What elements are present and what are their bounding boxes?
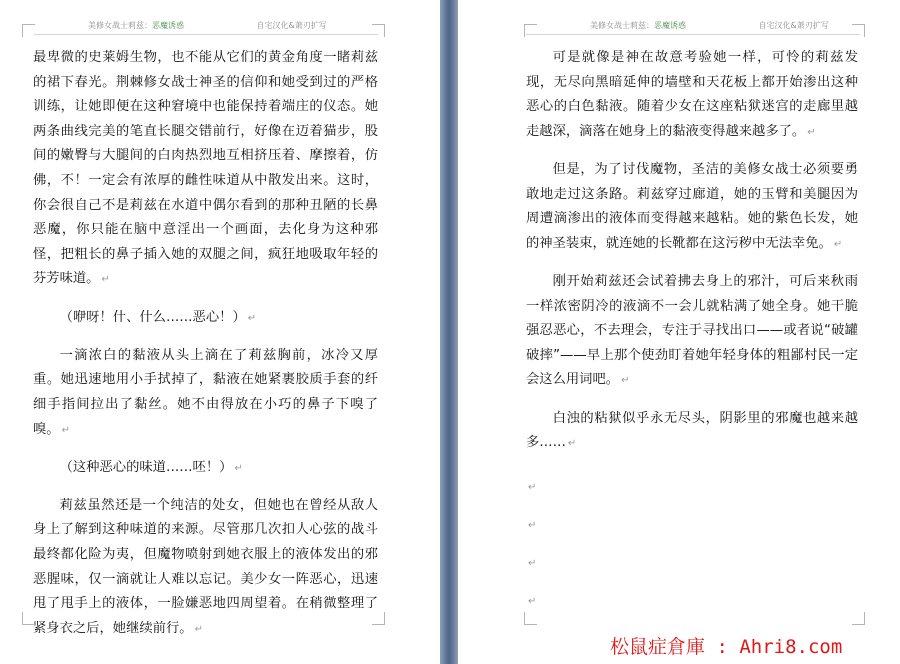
corner-mark-bottom-right xyxy=(372,612,385,625)
paragraph-mark-icon: ↵ xyxy=(807,126,816,138)
paragraph: （咿呀！什、什么……恶心！） ↵ xyxy=(59,309,257,325)
empty-paragraph: ↵ xyxy=(528,520,537,532)
corner-mark-top-left xyxy=(524,24,537,37)
paragraph: 白浊的粘狱似乎永无尽头，阴影里的邪魔也越来越多…… ↵ xyxy=(526,410,858,451)
header-right: 自宅汉化&萧刃扩写 xyxy=(256,21,327,30)
empty-paragraph: ↵ xyxy=(528,558,537,570)
paragraph-mark-icon: ↵ xyxy=(234,462,243,474)
paragraph-mark-icon: ↵ xyxy=(194,623,203,635)
site-watermark: 松鼠症倉庫 : Ahri8.com xyxy=(610,636,843,658)
paragraph: （这种恶心的味道……呸！） ↵ xyxy=(59,459,243,475)
paragraph-mark-icon: ↵ xyxy=(101,274,110,286)
empty-paragraph: ↵ xyxy=(528,482,537,494)
corner-mark-top-right xyxy=(372,24,385,37)
header-left: 美修女战士莉兹： xyxy=(88,21,152,30)
header-highlight: 恶魔诱惑 xyxy=(654,21,686,30)
header-left: 美修女战士莉兹： xyxy=(590,21,654,30)
header-rule xyxy=(34,34,378,35)
left-page-body xyxy=(33,46,378,655)
corner-mark-top-right xyxy=(852,24,865,37)
page-header xyxy=(590,20,829,34)
paragraph: 最卑微的史莱姆生物，也不能从它们的黄金角度一睹莉兹的裙下春光。荆棘修女战士神圣的信仰和她受到过的严格训练，让她即便在这种窘境中也能保持着端庄的仪态。她两条曲线完美的笔直长腿交错前行，好像在迈着猫步，股间的嫩臀与大腿间的白肉热烈地互相挤压着、摩擦着，仿佛，不！一定会有浓厚的雌性味道从中散发出来。这时，你会很自己不是莉兹在水道中偶尔看到的那种丑陋的长鼻恶魔，你只能在脑中意淫出一个画面，去化身为这种邪怪，把粗长的鼻子插入她的双腿之间，疯狂地吸取年轻的芬芳味道。 ↵ xyxy=(33,50,378,287)
corner-mark-bottom-right xyxy=(852,612,865,625)
empty-paragraph: ↵ xyxy=(528,596,537,608)
paragraph-mark-icon: ↵ xyxy=(567,438,577,450)
header-right: 自宅汉化&萧刃扩写 xyxy=(758,21,829,30)
right-page-body xyxy=(526,46,858,621)
paragraph: 可是就像是神在故意考验她一样，可怜的莉兹发现，无尽向黑暗延伸的墙壁和天花板上都开始渗出这种恶心的白色黏液。随着少女在这座粘狱迷宫的走廊里越走越深，滴落在她身上的黏液变得越来越多了。 ↵ xyxy=(526,50,858,139)
page-header xyxy=(88,20,327,34)
left-page xyxy=(0,0,440,664)
corner-mark-top-left xyxy=(22,24,35,37)
paragraph: 但是，为了讨伐魔物，圣洁的美修女战士必须要勇敢地走过这条路。莉兹穿过廊道，她的玉臂和美腿因为周遭滴渗出的液体而变得越来越粘。她的紫色长发，她的神圣装束，就连她的长靴都在这污秽中无法幸免。 ↵ xyxy=(526,161,858,251)
page-gap xyxy=(440,0,458,664)
right-page xyxy=(458,0,900,664)
paragraph-mark-icon: ↵ xyxy=(621,375,630,387)
corner-mark-bottom-left xyxy=(22,612,35,625)
paragraph-mark-icon: ↵ xyxy=(247,312,257,324)
paragraph-mark-icon: ↵ xyxy=(61,424,70,436)
paragraph: 莉兹虽然还是一个纯洁的处女，但她也在曾经从敌人身上了解到这种味道的来源。尽管那几次扣人心弦的战斗最终都化险为夷，但魔物喷射到她衣服上的液体发出的邪恶腥味，仅一滴就让人难以忘记。美少女一阵恶心，迅速甩了甩手上的液体，一脸嫌恶地四周望着。在稍微整理了紧身衣之后，她继续前行。 ↵ xyxy=(33,497,378,636)
header-highlight: 恶魔诱惑 xyxy=(152,21,184,30)
paragraph: 刚开始莉兹还会试着拂去身上的邪汁，可后来秋雨一样浓密阴冷的液滴不一会儿就粘满了她全身。她干脆强忍恶心，不去理会，专注于寻找出口——或者说“破罐破摔”——早上那个使劲盯着她年轻身体的粗鄙村民一定会这么用词吧。 ↵ xyxy=(526,273,858,388)
header-rule xyxy=(526,34,860,35)
paragraph: 一滴浓白的黏液从头上滴在了莉兹胸前，冰冷又厚重。她迅速地用小手拭掉了，黏液在她紧裹胶质手套的纤细手指间拉出了黏丝。她不由得放在小巧的鼻子下嗅了嗅。 ↵ xyxy=(33,347,378,437)
paragraph-mark-icon: ↵ xyxy=(833,238,843,250)
corner-mark-bottom-left xyxy=(524,612,537,625)
